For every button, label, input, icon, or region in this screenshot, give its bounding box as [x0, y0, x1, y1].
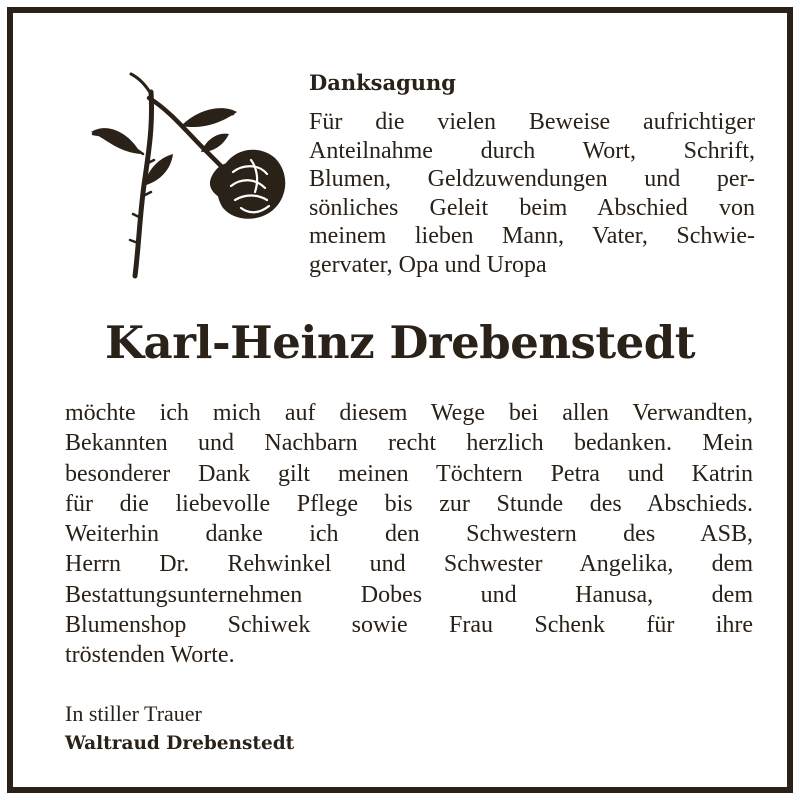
body-line: Weiterhin danke ich den Schwestern des ASB, — [65, 521, 753, 548]
signature-name: Waltraud Drebenstedt — [65, 733, 295, 754]
intro-line: sönliches Geleit beim Abschied von — [309, 194, 755, 221]
intro-block — [309, 68, 755, 279]
rose-icon — [83, 68, 293, 283]
signature-block — [65, 699, 294, 759]
body-line: Bestattungsunternehmen Dobes und Hanusa, dem — [65, 581, 753, 608]
body-line: möchte ich mich auf diesem Wege bei allen Verwandten, — [65, 400, 753, 426]
signature-intro: In stiller Trauer — [65, 701, 202, 726]
body-line: besonderer Dank gilt meinen Töchtern Petra und Katrin — [65, 460, 753, 487]
body-line: für die liebevolle Pflege bis zur Stunde des Abschieds. — [65, 490, 753, 517]
body-line: Blumenshop Schiwek sowie Frau Schenk für ihre — [65, 612, 753, 639]
body-line: Herrn Dr. Rehwinkel und Schwester Angelika, dem — [65, 551, 753, 578]
body-line: tröstenden Worte. — [65, 642, 235, 669]
intro-title: Danksagung — [309, 70, 456, 95]
body-line: Bekannten und Nachbarn recht herzlich bedanken. Mein — [65, 430, 753, 457]
intro-line: Für die vielen Beweise aufrichtiger — [309, 109, 755, 135]
body-text — [65, 398, 753, 671]
intro-line: Anteilnahme durch Wort, Schrift, — [309, 137, 755, 164]
intro-line: Blumen, Geldzuwendungen und per- — [309, 166, 755, 192]
deceased-name: Karl-Heinz Drebenstedt — [104, 316, 696, 369]
intro-line: gervater, Opa und Uropa — [309, 251, 547, 278]
intro-line: meinem lieben Mann, Vater, Schwie- — [309, 223, 755, 249]
notice-frame — [7, 7, 793, 793]
